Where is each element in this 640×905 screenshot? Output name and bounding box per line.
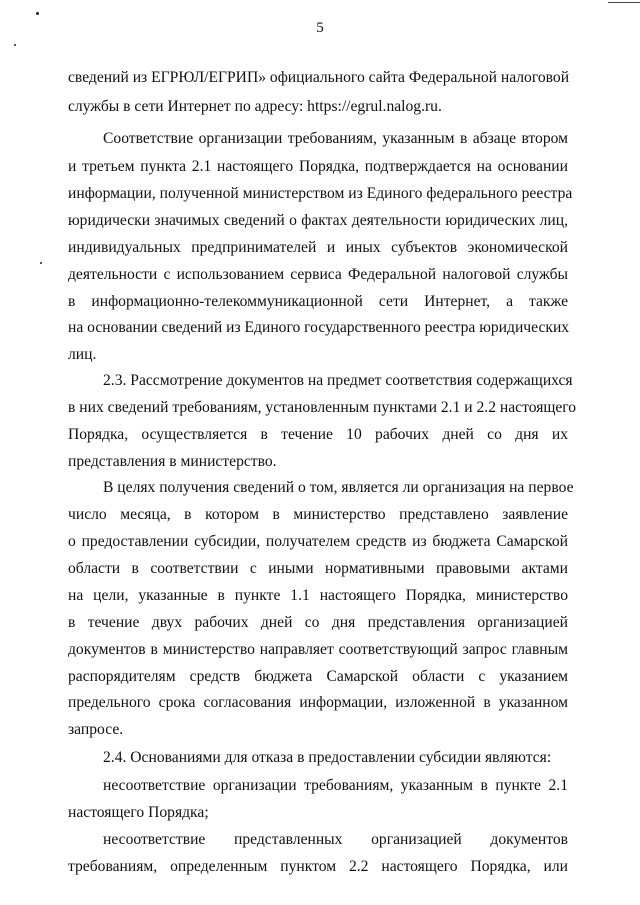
scan-speck: [14, 44, 16, 46]
text-line: о предоставлении субсидии, получателем средств из бюджета Самарской: [68, 533, 568, 550]
text-line: лиц.: [68, 346, 97, 363]
text-line: деятельности с использованием сервиса Федеральной налоговой службы: [68, 266, 568, 283]
scan-speck: [40, 262, 42, 264]
text-line: запросе.: [68, 721, 124, 738]
text-line: распорядителям средств бюджета Самарской области с указанием: [68, 668, 568, 685]
text-line: индивидуальных предпринимателей и иных субъектов экономической: [68, 239, 568, 256]
text-line: юридически значимых сведений о фактах деятельности юридических лиц,: [68, 212, 568, 229]
paragraph-first-line: Соответствие организации требованиям, указанным в абзаце втором: [103, 130, 568, 147]
paragraph-first-line: 2.4. Основаниями для отказа в предоставлении субсидии являются:: [103, 749, 552, 766]
scan-edge-mark: [608, 2, 640, 3]
paragraph-first-line: 2.3. Рассмотрение документов на предмет соответствия содержащихся: [103, 372, 573, 389]
text-line: требованиям, определенным пунктом 2.2 настоящего Порядка, или: [68, 858, 568, 875]
text-line: Порядка, осуществляется в течение 10 рабочих дней со дня их: [68, 426, 568, 443]
text-line: сведений из ЕГРЮЛ/ЕГРИП» официального сайта Федеральной налоговой: [68, 69, 570, 86]
text-line: и третьем пункта 2.1 настоящего Порядка, подтверждается на основании: [68, 158, 568, 175]
text-line: на основании сведений из Единого государственного реестра юридических: [68, 319, 570, 336]
text-line: в течение двух рабочих дней со дня представления организацией: [68, 614, 568, 631]
text-line: службы в сети Интернет по адресу: https://egrul.nalog.ru.: [68, 98, 442, 115]
text-line: настоящего Порядка;: [68, 804, 209, 821]
scan-speck: [36, 12, 39, 15]
text-line: области в соответствии с иными нормативными правовыми актами: [68, 560, 568, 577]
paragraph-first-line: несоответствие представленных организацией документов: [103, 831, 568, 848]
text-line: в них сведений требованиям, установленным пунктами 2.1 и 2.2 настоящего: [68, 399, 577, 416]
text-line: в информационно-телекоммуникационной сети Интернет, а также: [68, 293, 568, 310]
paragraph-first-line: несоответствие организации требованиям, указанным в пункте 2.1: [103, 777, 568, 794]
page-number: 5: [316, 20, 324, 36]
text-line: на цели, указанные в пункте 1.1 настоящего Порядка, министерство: [68, 587, 568, 604]
text-line: число месяца, в котором в министерство представлено заявление: [68, 506, 568, 523]
text-line: представления в министерство.: [68, 453, 277, 470]
text-line: документов в министерство направляет соответствующий запрос главным: [68, 641, 568, 658]
paragraph-first-line: В целях получения сведений о том, является ли организация на первое: [103, 479, 574, 496]
text-line: предельного срока согласования информации, изложенной в указанном: [68, 694, 568, 711]
text-line: информации, полученной министерством из Единого федерального реестра: [68, 185, 573, 202]
